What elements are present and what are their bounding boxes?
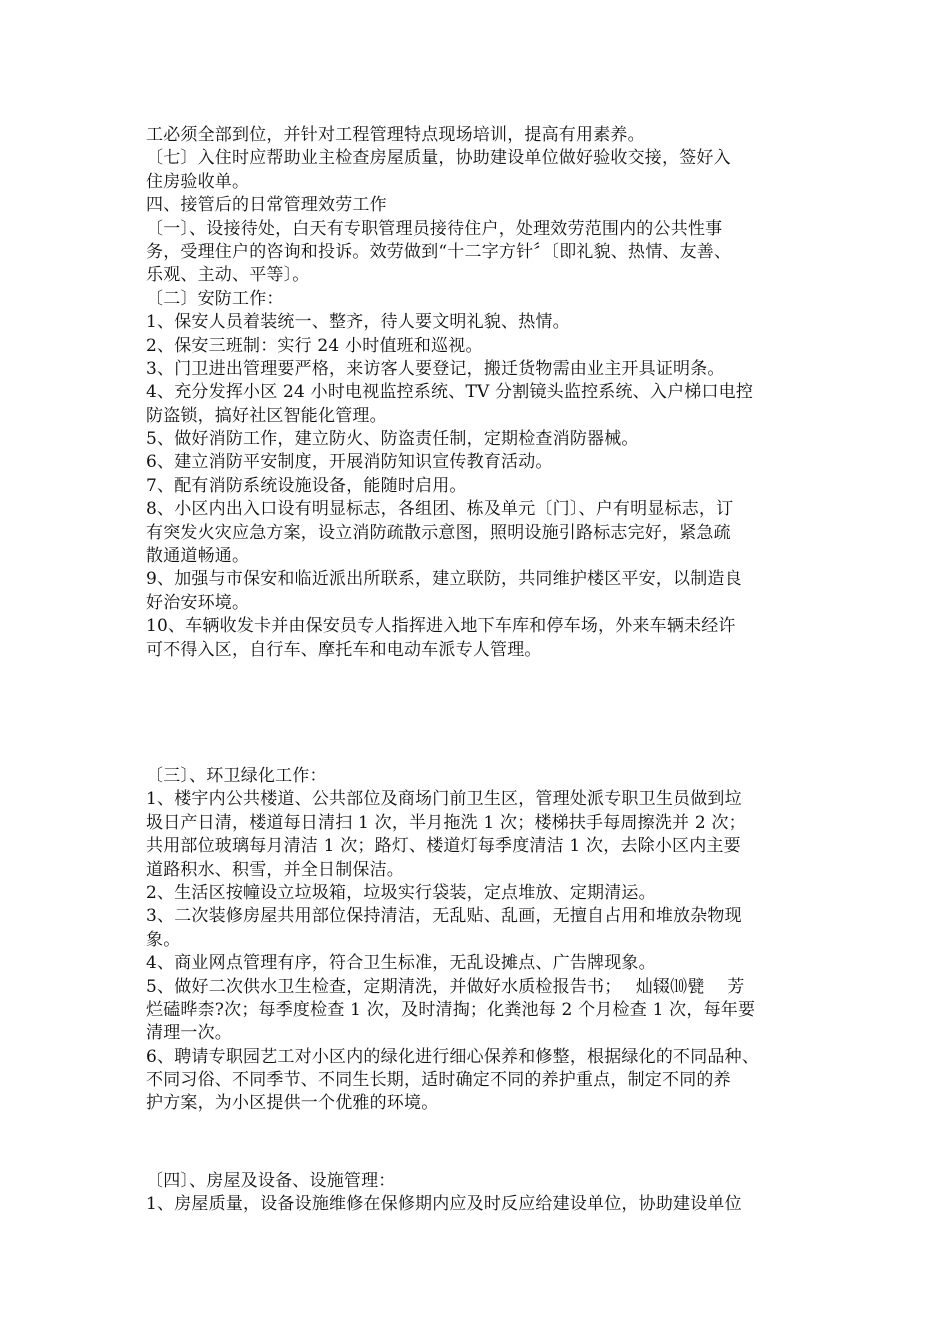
text-line: 清理一次。 (146, 1023, 232, 1044)
text-block-housing-facilities (146, 1170, 836, 1217)
text-line: 8、小区内出入口设有明显标志，各组团、栋及单元〔门〕、户有明显标志，订 (146, 499, 734, 520)
text-line: 可不得入区，自行车、摩托车和电动车派专人管理。 (146, 639, 542, 660)
text-line: 1、保安人员着装统一、整齐，待人要文明礼貌、热情。 (146, 312, 570, 333)
text-line: 烂磕晔柰?次；每季度检查 1 次，及时清掏；化粪池每 2 个月检查 1 次，每年要 (146, 999, 756, 1020)
text-line: 圾日产日清，楼道每日清扫 1 次，半月拖洗 1 次；楼梯扶手每周擦洗并 2 次； (146, 812, 746, 833)
text-line: 6、聘请专职园艺工对小区内的绿化进行细心保养和修整，根据绿化的不同品种、 (146, 1046, 760, 1067)
text-line: 2、生活区按幢设立垃圾箱，垃圾实行袋装，定点堆放、定期清运。 (146, 882, 656, 903)
text-line: 3、二次装修房屋共用部位保持清洁，无乱贴、乱画，无擅自占用和堆放杂物现 (146, 906, 742, 927)
text-line: 护方案，为小区提供一个优雅的环境。 (146, 1093, 439, 1114)
text-line: 3、门卫进出管理要严格，来访客人要登记，搬迁货物需由业主开具证明条。 (146, 358, 725, 379)
text-line: 1、楼宇内公共楼道、公共部位及商场门前卫生区，管理处派专职卫生员做到垃 (146, 789, 742, 810)
text-line: 10、车辆收发卡并由保安员专人指挥进入地下车库和停车场，外来车辆未经许 (146, 616, 736, 637)
text-line: 〔三〕、环卫绿化工作： (146, 766, 327, 786)
text-line: 2、保安三班制：实行 24 小时值班和巡视。 (146, 335, 483, 356)
text-line: 7、配有消防系统设施设备，能随时启用。 (146, 475, 467, 496)
text-line: 象。 (146, 929, 181, 950)
text-line: 共用部位玻璃每月清洁 1 次；路灯、楼道灯每季度清洁 1 次，去除小区内主要 (146, 836, 741, 857)
text-line: 务，受理住户的咨询和投诉。效劳做到“十二字方针〞〔即礼貌、热情、友善、 (146, 241, 732, 262)
text-line: 乐观、主动、平等〕。 (146, 265, 310, 286)
text-line: 〔二〕安防工作： (146, 288, 284, 309)
text-line: 防盗锁，搞好社区智能化管理。 (146, 405, 387, 426)
text-line: 四、接管后的日常管理效劳工作 (146, 195, 387, 216)
text-line: 好治安环境。 (146, 592, 250, 613)
text-block-management-duties (146, 124, 836, 662)
text-line: 不同习俗、不同季节、不同生长期，适时确定不同的养护重点，制定不同的养 (146, 1070, 731, 1091)
text-line: 〔一〕、设接待处，白天有专职管理员接待住户，处理效劳范围内的公共性事 (146, 218, 723, 239)
text-line: 住房验收单。 (146, 171, 250, 192)
text-line: 5、做好消防工作，建立防火、防盗责任制，定期检查消防器械。 (146, 429, 639, 450)
text-line: 道路积水、积雪，并全日制保洁。 (146, 859, 404, 880)
text-line: 有突发火灾应急方案，设立消防疏散示意图，照明设施引路标志完好，紧急疏 (146, 522, 731, 543)
text-line: 6、建立消防平安制度，开展消防知识宣传教育活动。 (146, 452, 553, 473)
text-line: 4、商业网点管理有序，符合卫生标准，无乱设摊点、广告牌现象。 (146, 953, 656, 974)
text-block-sanitation-greening (146, 765, 836, 1116)
text-line: 散通道畅通。 (146, 546, 250, 567)
text-line: 5、做好二次供水卫生检查，定期清洗，并做好水质检报告书； 灿辍⑽甓 芳 (146, 976, 745, 997)
text-line: 〔七〕入住时应帮助业主检查房屋质量，协助建设单位做好验收交接，签好入 (146, 148, 731, 169)
text-line: 工必须全部到位，并针对工程管理特点现场培训，提高有用素养。 (146, 125, 645, 145)
text-line: 〔四〕、房屋及设备、设施管理： (146, 1171, 396, 1191)
text-line: 9、加强与市保安和临近派出所联系，建立联防，共同维护楼区平安，以制造良 (146, 569, 742, 590)
text-line: 1、房屋质量，设备设施维修在保修期内应及时反应给建设单位，协助建设单位 (146, 1194, 742, 1215)
text-line: 4、充分发挥小区 24 小时电视监控系统、TV 分割镜头监控系统、入户梯口电控 (146, 382, 754, 403)
